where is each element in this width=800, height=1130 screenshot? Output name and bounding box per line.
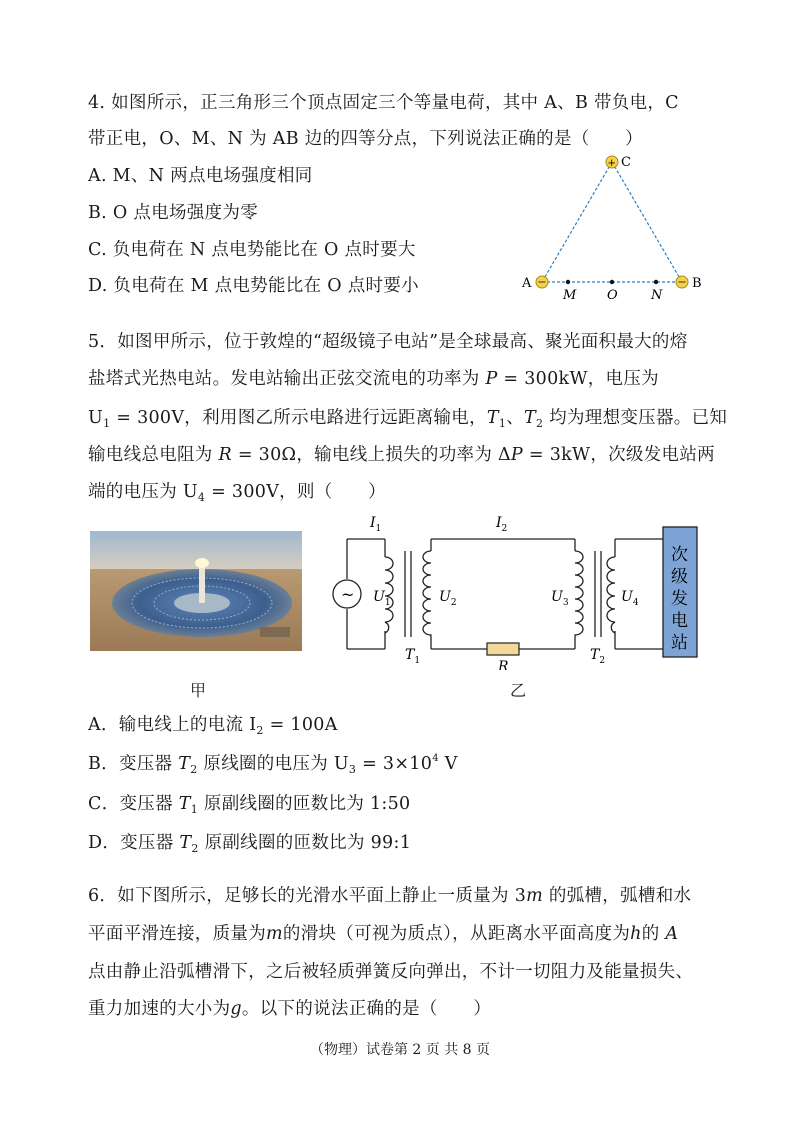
q4-option-b: B. O 点电场强度为零 xyxy=(88,203,258,223)
station-char-3: 发 xyxy=(671,589,688,609)
triangle-side-cb xyxy=(612,162,682,282)
label-r: R xyxy=(498,659,509,670)
q5-option-c: C．变压器 $T_1$ 原副线圈的匝数比为 1:50 xyxy=(88,794,411,816)
station-char-1: 次 xyxy=(671,545,688,565)
label-m: M xyxy=(563,288,577,303)
q4-stem-line1: 4. 如图所示，正三角形三个顶点固定三个等量电荷，其中 A、B 带负电，C xyxy=(88,93,679,113)
q6-line3: 点由静止沿弧槽滑下，之后被轻质弹簧反向弹出，不计一切阻力及能量损失、 xyxy=(88,962,694,982)
t1-secondary-coil xyxy=(423,551,431,637)
triangle-side-ca xyxy=(542,162,612,282)
q4-triangle-figure xyxy=(510,150,720,310)
t2-primary-coil xyxy=(575,551,583,637)
caption-yi: 乙 xyxy=(510,681,527,700)
q5-option-a: A．输电线上的电流 $I_2 = 100A$ xyxy=(88,715,338,737)
resistor-r xyxy=(487,643,519,655)
label-i2: $I_2$ xyxy=(496,515,508,534)
q4-option-c: C. 负电荷在 N 点电势能比在 O 点时要大 xyxy=(88,240,416,260)
station-char-2: 级 xyxy=(671,567,688,587)
q5-line4: 输电线总电阻为 R = 30Ω，输电线上损失的功率为 ΔP = 3kW，次级发电站两 xyxy=(88,445,715,465)
q5-line2: 盐塔式光热电站。发电站输出正弦交流电的功率为 P = 300kW，电压为 xyxy=(88,369,659,389)
label-i1: $I_1$ xyxy=(370,515,382,534)
label-u4: $U_4$ xyxy=(621,589,639,608)
point-n xyxy=(654,280,658,284)
t1-primary-coil xyxy=(385,557,393,633)
q6-line1: 6．如下图所示，足够长的光滑水平面上静止一质量为 3m 的弧槽，弧槽和水 xyxy=(88,886,692,906)
label-t1: $T_1$ xyxy=(405,647,421,666)
q4-stem-line2: 带正电，O、M、N 为 AB 边的四等分点，下列说法正确的是（ ） xyxy=(88,129,643,149)
q5-option-d: D．变压器 $T_2$ 原副线圈的匝数比为 99:1 xyxy=(88,833,412,855)
point-m xyxy=(566,280,570,284)
q5-line1: 5．如图甲所示，位于敦煌的“超级镜子电站”是全球最高、聚光面积最大的熔 xyxy=(88,332,688,352)
station-char-5: 站 xyxy=(671,633,688,653)
label-n: N xyxy=(651,288,663,303)
q5-option-b: B．变压器 $T_2$ 原线圈的电压为 $U_3 = 3\times 10^4$ V xyxy=(88,753,458,776)
point-o xyxy=(610,280,614,284)
label-t2: $T_2$ xyxy=(590,647,606,666)
q5-line3: $U_1 = 300V$，利用图乙所示电路进行远距离输电，$T_1$、$T_2$ 均为理想变压器。已知 xyxy=(88,408,728,430)
t2-secondary-coil xyxy=(607,557,615,633)
caption-jia: 甲 xyxy=(190,681,207,700)
page-footer: （物理）试卷第 2 页 共 8 页 xyxy=(309,1042,491,1058)
label-u3: $U_3$ xyxy=(551,589,569,608)
solar-power-station-photo xyxy=(90,531,302,651)
station-char-4: 电 xyxy=(671,611,688,631)
q4-option-d: D. 负电荷在 M 点电势能比在 O 点时要小 xyxy=(88,276,419,296)
label-u1: $U_1$ xyxy=(373,589,391,608)
q5-line5: 端的电压为 $U_4 = 300V$，则（ ） xyxy=(88,482,386,504)
ac-source-symbol: ~ xyxy=(341,585,355,604)
q6-line4: 重力加速的大小为g。以下的说法正确的是（ ） xyxy=(88,999,492,1019)
q6-line2: 平面平滑连接，质量为m的滑块（可视为质点），从距离水平面高度为h的 A xyxy=(88,924,679,944)
label-c: C xyxy=(621,155,631,170)
transmission-circuit-diagram xyxy=(325,505,705,670)
q4-option-a: A. M、N 两点电场强度相同 xyxy=(88,166,313,186)
label-b: B xyxy=(692,276,702,291)
svg-text:+: + xyxy=(607,158,616,169)
label-o: O xyxy=(607,288,618,303)
label-a: A xyxy=(522,276,532,291)
label-u2: $U_2$ xyxy=(439,589,457,608)
